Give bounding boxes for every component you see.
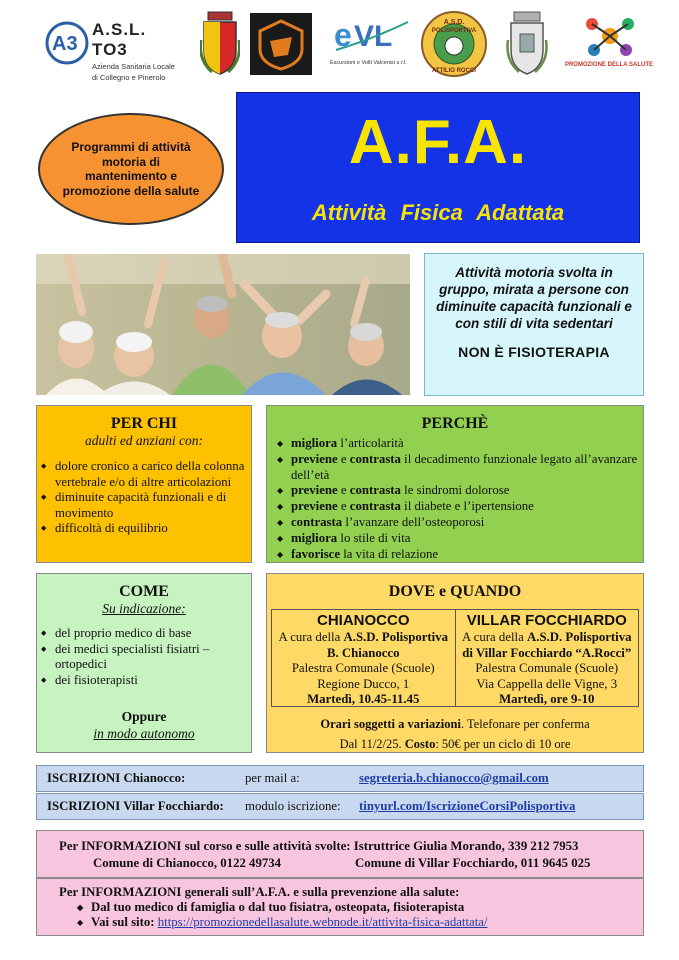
- iscrizioni-chianocco-row: [36, 765, 644, 792]
- list-item: ◆ del proprio medico di base: [37, 626, 251, 642]
- info-instructor: Per INFORMAZIONI sul corso e sulle attività svolte: Istruttrice Giulia Morando, 339 212 7953: [59, 839, 579, 853]
- club-square-logo: [250, 10, 312, 80]
- asd-ring-mid: POLISPORTIVA: [431, 28, 477, 34]
- logo-strip: [44, 10, 654, 82]
- info-comune-villar: Comune di Villar Focchiardo, 011 9645 025: [355, 856, 591, 870]
- page-title: A.F.A.: [348, 108, 528, 177]
- perche-title: PERCHÈ: [421, 415, 489, 432]
- list-item: ◆ Vai sul sito: https://promozionedellasalute.webnode.it/attivita-fisica-adattata/: [77, 915, 488, 930]
- info-contacts-box: [36, 830, 644, 878]
- list-item: ◆ dolore cronico a carico della colonna vertebrale e/o di altre articolazioni: [37, 459, 251, 490]
- location-organizer-2: B. Chianocco: [326, 645, 400, 660]
- list-item: ◆ Dal tuo medico di famiglia o dal tuo fisiatra, osteopata, fisioterapista: [77, 900, 488, 915]
- page-subtitle: Attività Fisica Adattata: [311, 200, 565, 225]
- promozione-salute-logo: [564, 10, 654, 80]
- location-place: Palestra Comunale (Scuole): [475, 661, 619, 676]
- info-comune-chianocco: Comune di Chianocco, 0122 49734: [93, 856, 282, 870]
- evl-logo: [330, 10, 412, 80]
- perche-box: [266, 405, 644, 563]
- iscrizioni-mode: per mail a:: [245, 771, 300, 785]
- asl-title: A.S.L. TO3: [92, 20, 147, 59]
- locations-table: [271, 609, 639, 707]
- asd-ring-bottom: ATTILIO ROCCI: [432, 68, 476, 74]
- per-chi-list: [37, 459, 251, 537]
- location-name: CHIANOCCO: [317, 612, 410, 629]
- dove-title: DOVE e QUANDO: [388, 583, 522, 600]
- schedule-notes: [267, 714, 643, 754]
- list-item: ◆ diminuite capacità funzionali e di movimento: [37, 490, 251, 521]
- info-general-title: Per INFORMAZIONI generali sull’A.F.A. e sulla prevenzione alla salute:: [59, 885, 460, 899]
- location-schedule: Martedì, 10.45-11.45: [307, 692, 420, 707]
- list-item: ◆ migliora lo stile di vita: [273, 531, 643, 547]
- svg-text:A3: A3: [52, 33, 78, 55]
- list-item: ◆ dei medici specialisti fisiatri – ortopedici: [37, 642, 251, 673]
- programmi-oval: Programmi di attività motoria di mantenimento e promozione della salute: [38, 113, 224, 225]
- villar-crest-logo: [506, 10, 548, 80]
- oppure-label: Oppure: [121, 709, 167, 725]
- chianocco-crest-logo: [200, 10, 240, 80]
- activity-description: Attività motoria svolta in gruppo, mirata a persone con diminuite capacità funzionali e con stili di vita sedentari: [436, 265, 632, 331]
- seniors-exercising-photo: [36, 254, 410, 395]
- per-chi-box: [36, 405, 252, 563]
- location-villar: [455, 610, 639, 706]
- location-address: Regione Ducco, 1: [317, 676, 410, 691]
- evl-subtitle: Escursioni e Volti Valcenisi s.r.l.: [330, 60, 407, 66]
- promozione-subtitle: PROMOZIONE DELLA SALUTE: [564, 62, 654, 68]
- not-physiotherapy-note: NON È FISIOTERAPIA: [458, 344, 610, 360]
- asd-polisportiva-logo: [420, 10, 488, 80]
- location-name: VILLAR FOCCHIARDO: [466, 612, 627, 629]
- email-link[interactable]: segreteria.b.chianocco@gmail.com: [359, 771, 549, 785]
- location-organizer-2: di Villar Focchiardo “A.Rocci”: [462, 645, 632, 660]
- per-chi-title: PER CHI: [110, 415, 178, 432]
- location-address: Via Cappella delle Vigne, 3: [476, 676, 618, 691]
- list-item: ◆ previene e contrasta il diabete e l’ipertensione: [273, 499, 643, 515]
- autonomo-label: in modo autonomo: [93, 726, 195, 742]
- location-organizer: A cura della A.S.D. Polisportiva: [461, 630, 632, 644]
- info-general-box: [36, 878, 644, 936]
- asl-to3-logo: [44, 10, 184, 80]
- info-general-list: [77, 900, 488, 930]
- asl-subtitle-1: Azienda Sanitaria Locale: [92, 62, 175, 71]
- come-list: [37, 626, 251, 688]
- come-title: COME: [119, 583, 169, 600]
- website-link[interactable]: https://promozionedellasalute.webnode.it/attivita-fisica-adattata/: [157, 915, 488, 929]
- per-chi-subtitle: adulti ed anziani con:: [84, 433, 204, 448]
- cost-note: Dal 11/2/25. Costo: 50€ per un ciclo di 10 ore: [339, 737, 571, 751]
- iscrizioni-label: ISCRIZIONI Chianocco:: [47, 771, 186, 785]
- list-item: ◆ dei fisioterapisti: [37, 673, 251, 689]
- location-chianocco: [272, 610, 455, 706]
- svg-text:e: e: [334, 17, 352, 53]
- location-organizer: A cura della A.S.D. Polisportiva: [278, 630, 449, 644]
- iscrizioni-label: ISCRIZIONI Villar Focchiardo:: [47, 799, 224, 813]
- asd-ring-top: A.S.D.: [443, 19, 465, 26]
- iscrizioni-villar-row: [36, 793, 644, 820]
- list-item: ◆ previene e contrasta il decadimento funzionale legato all’avanzare dell’età: [273, 452, 643, 484]
- form-link[interactable]: tinyurl.com/IscrizioneCorsiPolisportiva: [359, 799, 576, 813]
- iscrizioni-mode: modulo iscrizione:: [245, 799, 341, 813]
- list-item: ◆ migliora l’articolarità: [273, 436, 643, 452]
- list-item: ◆ previene e contrasta le sindromi dolorose: [273, 483, 643, 499]
- orari-note: Orari soggetti a variazioni. Telefonare per conferma: [320, 717, 590, 731]
- dove-quando-box: [266, 573, 644, 753]
- come-subtitle: Su indicazione:: [102, 601, 186, 616]
- list-item: ◆ difficoltà di equilibrio: [37, 521, 251, 537]
- come-box: [36, 573, 252, 753]
- svg-text:VL: VL: [354, 20, 393, 53]
- list-item: ◆ favorisce la vita di relazione: [273, 547, 643, 563]
- title-box: [236, 92, 640, 243]
- perche-list: [267, 436, 643, 562]
- asl-subtitle-2: di Collegno e Pinerolo: [92, 73, 166, 82]
- description-box: [424, 253, 644, 396]
- location-schedule: Martedì, ore 9-10: [499, 692, 595, 707]
- location-place: Palestra Comunale (Scuole): [291, 661, 435, 676]
- list-item: ◆ contrasta l’avanzare dell’osteoporosi: [273, 515, 643, 531]
